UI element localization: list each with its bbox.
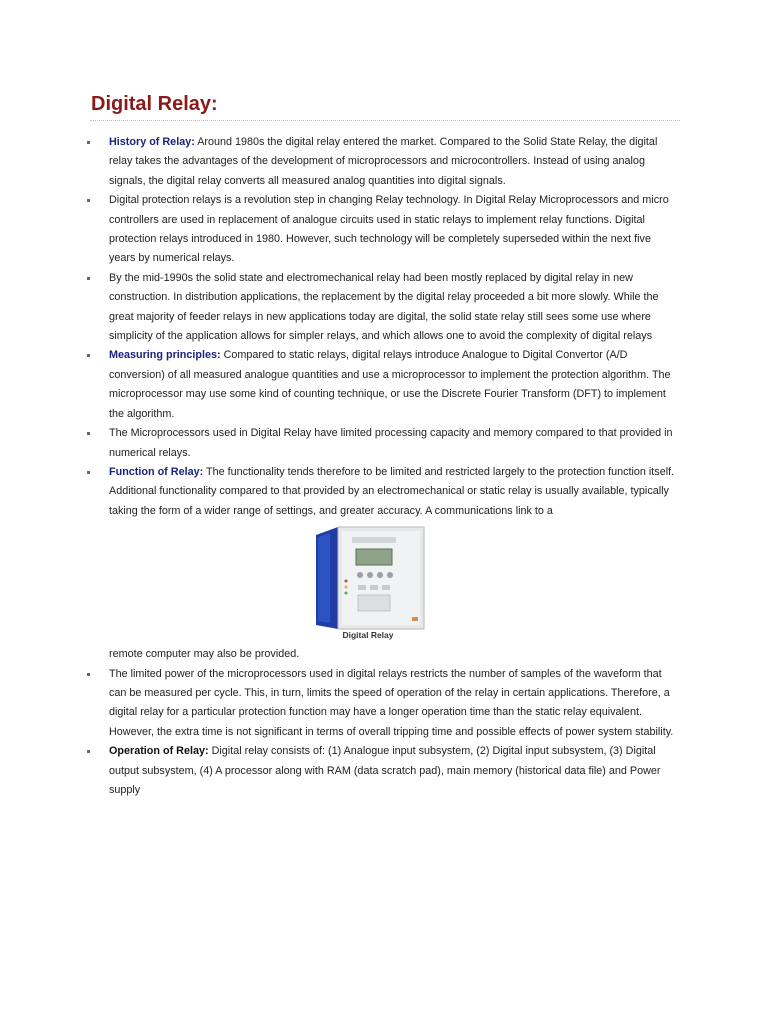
- square-bullet-icon: [87, 750, 90, 753]
- item-text: The functionality tends therefore to be limited and restricted largely to the protection function itself. Additional functionality compared to that provided by an electromechanical or static relay is usually available, typically taking the form of a wider range of settings, and greater accuracy. A communications link to a: [109, 465, 675, 517]
- item-text: Compared to static relays, digital relays introduce Analogue to Digital Convertor (A/D conversion) of all measured analogue quantities and use a microprocessor to implement the protection algorithm. The microprocessor may use some kind of counting technique, or use the Discrete Fourier Transform (DFT) to implement the algorithm.: [109, 349, 671, 420]
- list-item-revolution: [109, 191, 677, 269]
- figure-caption: Digital Relay: [342, 630, 394, 641]
- item-text: By the mid-1990s the solid state and electromechanical relay had been mostly replaced by digital relay in new construction. In distribution applications, the replacement by the digital relay proceeded a bit more slowly. While the great majority of feeder relays in new applications today are digital, the solid state relay still sees some use where simplicity of the application allows for simpler relays, and which allows one to avoid the complexity of digital relays: [109, 271, 659, 343]
- square-bullet-icon: [87, 277, 90, 280]
- list-item-history: [109, 133, 677, 191]
- square-bullet-icon: [87, 432, 90, 435]
- bullet-list: [109, 133, 677, 800]
- item-text: Around 1980s the digital relay entered the market. Compared to the Solid State Relay, the digital relay takes the advantages of the development of microprocessors and microcontrollers. Instead of using analog signals, the digital relay converts all measured analog quantities into digital signals.: [109, 136, 658, 187]
- page-title: Digital Relay:: [91, 93, 218, 115]
- square-bullet-icon: [87, 141, 90, 144]
- item-text: The limited power of the microprocessors used in digital relays restricts the number of samples of the waveform that can be measured per cycle. This, in turn, limits the speed of operation of the relay in certain applications. Therefore, a digital relay for a particular protection function may have a longer operation time than the static relay equivalent. However, the extra time is not significant in terms of overall tripping time and possible effects of power system stability.: [109, 667, 674, 738]
- item-text: Digital relay consists of: (1) Analogue input subsystem, (2) Digital input subsystem, (3) Digital output subsystem, (4) A processor along with RAM (data scratch pad), main memory (historical data file) and Power supply: [109, 745, 661, 796]
- list-item-measuring-principles: [109, 346, 677, 424]
- item-lead: Function of Relay:: [109, 465, 204, 478]
- item-lead: History of Relay:: [109, 136, 195, 148]
- list-item-operation-of-relay: [109, 742, 677, 800]
- item-text-continued: remote computer may also be provided.: [109, 648, 300, 661]
- list-item-function-of-relay: [109, 463, 677, 665]
- item-text: Digital protection relays is a revolution step in changing Relay technology. In Digital Relay Microprocessors and micro controllers are used in replacement of analogue circuits used in static relays to implement relay functions. Digital protection relays introduced in 1980. However, such technology will be completely superseded within the next five years by numerical relays.: [109, 194, 669, 265]
- item-lead: Measuring principles:: [109, 349, 221, 362]
- list-item-limited-power: [109, 665, 677, 743]
- title-divider: [90, 120, 680, 121]
- square-bullet-icon: [87, 354, 90, 357]
- list-item-microprocessors: [109, 424, 677, 463]
- list-item-mid-1990s: [109, 269, 677, 347]
- square-bullet-icon: [87, 673, 90, 676]
- item-text: The Microprocessors used in Digital Relay have limited processing capacity and memory compared to that provided in numerical relays.: [109, 427, 673, 459]
- square-bullet-icon: [87, 471, 90, 474]
- square-bullet-icon: [87, 199, 90, 202]
- digital-relay-image: [308, 525, 428, 643]
- item-lead: Operation of Relay:: [109, 745, 209, 758]
